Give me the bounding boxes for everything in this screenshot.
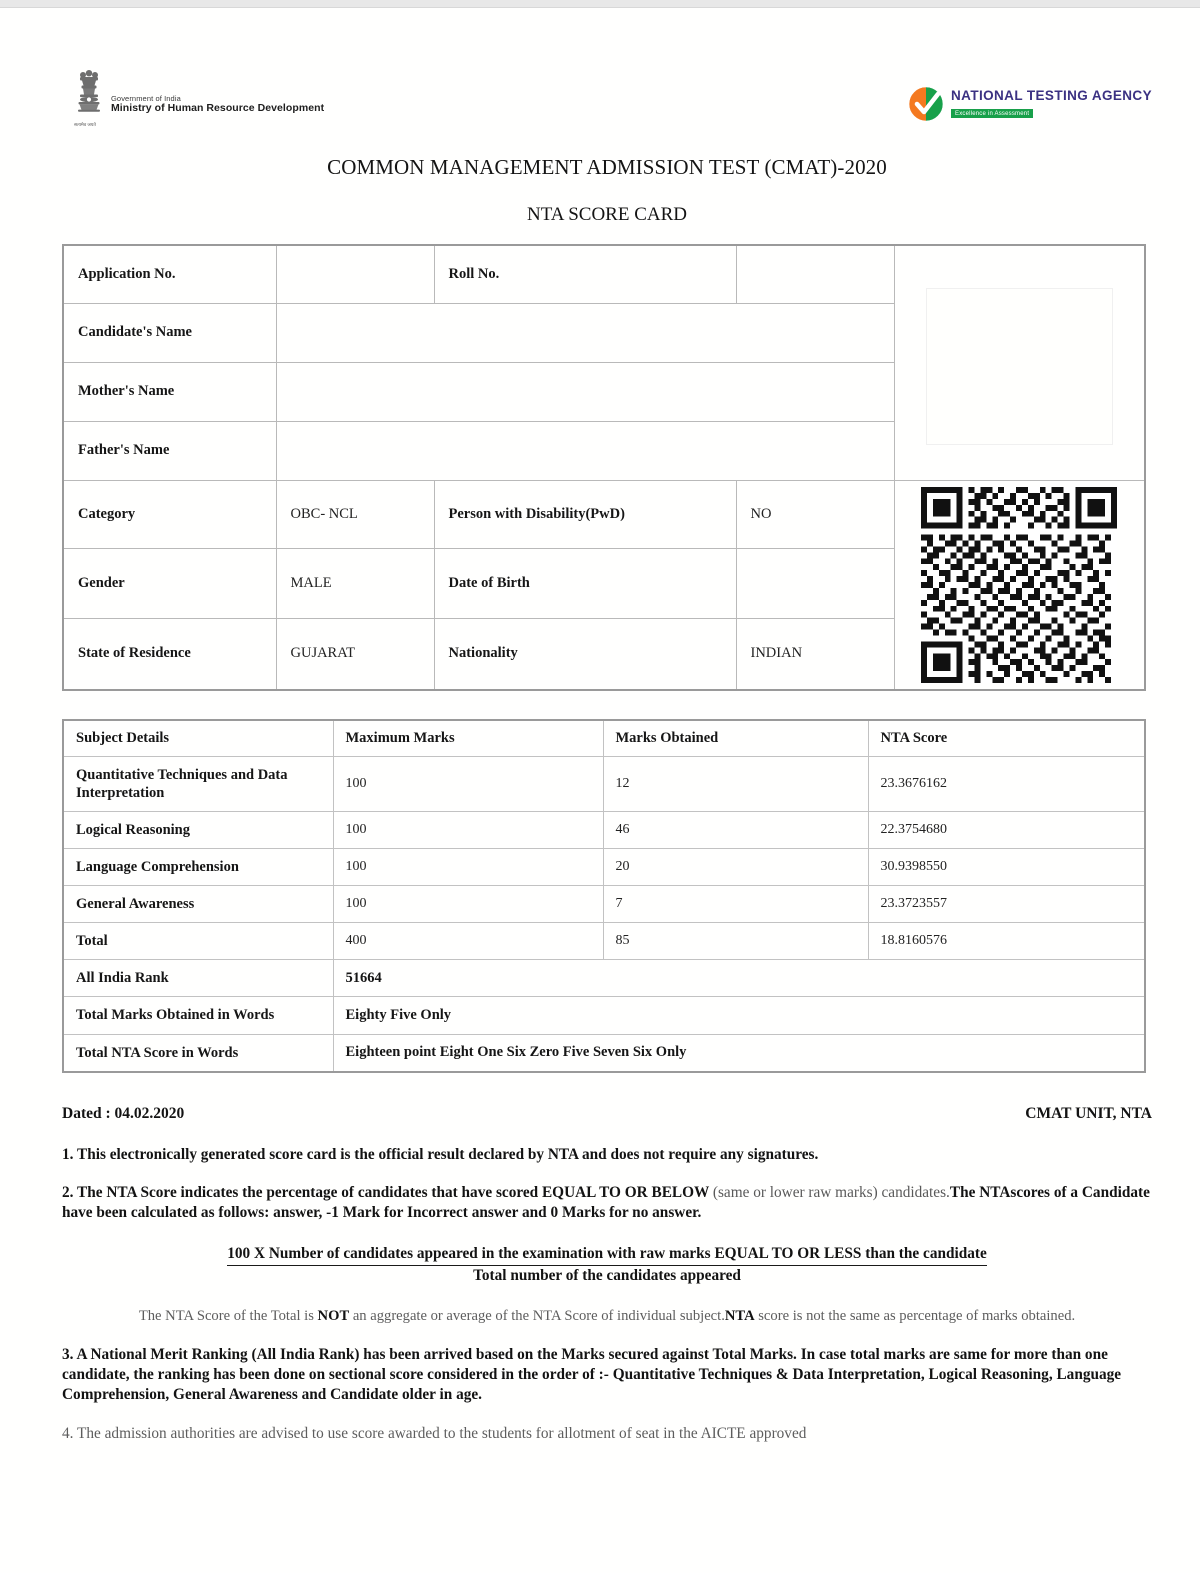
table-row bbox=[63, 480, 1145, 548]
mother-name-label: Mother's Name bbox=[63, 362, 276, 421]
nta-score-formula bbox=[62, 1244, 1152, 1287]
roll-no-value bbox=[736, 245, 894, 303]
header-maximum-marks: Maximum Marks bbox=[333, 720, 603, 757]
father-name-value bbox=[276, 421, 894, 480]
total-nta-score-words-label: Total NTA Score in Words bbox=[63, 1034, 333, 1072]
total-nta-score-words-value: Eighteen point Eight One Six Zero Five Seven Six Only bbox=[333, 1034, 1145, 1072]
document-header bbox=[62, 8, 1152, 127]
subject-name: Logical Reasoning bbox=[63, 811, 333, 848]
marks-obtained: 85 bbox=[603, 923, 868, 960]
nta-score: 23.3723557 bbox=[868, 886, 1145, 923]
nta-score: 30.9398550 bbox=[868, 848, 1145, 885]
page-title: COMMON MANAGEMENT ADMISSION TEST (CMAT)-2020 bbox=[327, 155, 887, 179]
marks-table-header-row bbox=[63, 720, 1145, 757]
score-card-page bbox=[0, 8, 1200, 1573]
category-label: Category bbox=[63, 480, 276, 548]
marks-table bbox=[62, 719, 1146, 1073]
note-2-part-b: (same or lower raw marks) candidates. bbox=[712, 1183, 950, 1201]
nta-logo bbox=[908, 86, 1152, 122]
gender-value: MALE bbox=[276, 548, 434, 619]
marks-obtained: 12 bbox=[603, 756, 868, 811]
table-row-all-india-rank bbox=[63, 960, 1145, 997]
nta-score: 23.3676162 bbox=[868, 756, 1145, 811]
max-marks: 400 bbox=[333, 923, 603, 960]
subject-name: Total bbox=[63, 923, 333, 960]
note-2 bbox=[62, 1183, 1152, 1224]
header-subject-details: Subject Details bbox=[63, 720, 333, 757]
header-nta-score: NTA Score bbox=[868, 720, 1145, 757]
total-note-part-a: The NTA Score of the Total is bbox=[138, 1307, 318, 1324]
table-row-total bbox=[63, 923, 1145, 960]
marks-obtained: 7 bbox=[603, 886, 868, 923]
page-subtitle: NTA SCORE CARD bbox=[526, 204, 687, 225]
total-note-nta: NTA bbox=[724, 1307, 755, 1324]
state-value: GUJARAT bbox=[276, 619, 434, 690]
marks-obtained: 46 bbox=[603, 811, 868, 848]
application-no-label: Application No. bbox=[63, 245, 276, 303]
marks-obtained: 20 bbox=[603, 848, 868, 885]
pwd-value: NO bbox=[736, 480, 894, 548]
nationality-label: Nationality bbox=[434, 619, 736, 690]
nta-score: 18.8160576 bbox=[868, 923, 1145, 960]
father-name-label: Father's Name bbox=[63, 421, 276, 480]
state-label: State of Residence bbox=[63, 619, 276, 690]
gender-label: Gender bbox=[63, 548, 276, 619]
subject-name: Language Comprehension bbox=[63, 848, 333, 885]
note-3: 3. A National Merit Ranking (All India Rank) has been arrived based on the Marks secured against Total Marks. In case total marks are same for more than one candidate, the ranking has been done on sectional score considered in the order of :- Quantitative Techniques & Data Interpretation, Logical Reasoning, Language Comprehension, General Awareness and Candidate older in age. bbox=[62, 1345, 1122, 1404]
max-marks: 100 bbox=[333, 756, 603, 811]
qr-code-cell bbox=[894, 480, 1145, 690]
table-row bbox=[63, 756, 1145, 811]
mother-name-value bbox=[276, 362, 894, 421]
nta-logo-title: NATIONAL TESTING AGENCY bbox=[951, 88, 1152, 104]
candidate-photo-cell bbox=[894, 245, 1145, 480]
max-marks: 100 bbox=[333, 848, 603, 885]
pwd-label: Person with Disability(PwD) bbox=[434, 480, 736, 548]
table-row bbox=[63, 811, 1145, 848]
total-note-part-e: score is not the same as percentage of marks obtained. bbox=[754, 1307, 1076, 1324]
formula-numerator: 100 X Number of candidates appeared in the examination with raw marks EQUAL TO OR LESS than the candidate bbox=[227, 1244, 987, 1267]
government-of-india-logo bbox=[72, 70, 325, 127]
india-state-emblem-icon bbox=[72, 70, 106, 127]
issuing-unit: CMAT UNIT, NTA bbox=[1025, 1104, 1152, 1122]
total-note-not: NOT bbox=[317, 1307, 350, 1324]
total-marks-words-value: Eighty Five Only bbox=[333, 997, 1145, 1034]
gov-logo-line1: Government of India bbox=[111, 94, 181, 104]
table-row bbox=[63, 886, 1145, 923]
gov-logo-line2: Ministry of Human Resource Development bbox=[111, 101, 325, 114]
nta-total-note bbox=[62, 1307, 1152, 1327]
nta-logo-tagline: Excellence in Assessment bbox=[951, 109, 1033, 118]
qr-code-icon bbox=[921, 487, 1117, 683]
subject-name: General Awareness bbox=[63, 886, 333, 923]
header-marks-obtained: Marks Obtained bbox=[603, 720, 868, 757]
candidate-photo-placeholder bbox=[926, 288, 1113, 445]
total-marks-words-label: Total Marks Obtained in Words bbox=[63, 997, 333, 1034]
table-row-marks-in-words bbox=[63, 997, 1145, 1034]
note-1: 1. This electronically generated score card is the official result declared by NTA and does not require any signatures. bbox=[62, 1145, 819, 1163]
total-note-part-c: an aggregate or average of the NTA Score of individual subject. bbox=[349, 1307, 725, 1324]
candidate-details-table bbox=[62, 244, 1146, 691]
roll-no-label: Roll No. bbox=[434, 245, 736, 303]
nta-checkmark-logo-icon bbox=[908, 86, 944, 122]
note-2-part-a: 2. The NTA Score indicates the percentage of candidates that have scored EQUAL TO OR BELOW bbox=[62, 1183, 713, 1201]
table-row bbox=[63, 848, 1145, 885]
subject-name: Quantitative Techniques and Data Interpretation bbox=[63, 756, 333, 811]
dob-value bbox=[736, 548, 894, 619]
nta-score: 22.3754680 bbox=[868, 811, 1145, 848]
category-value: OBC- NCL bbox=[276, 480, 434, 548]
note-4: 4. The admission authorities are advised to use score awarded to the students for allotment of seat in the AICTE approved bbox=[62, 1424, 807, 1442]
all-india-rank-label: All India Rank bbox=[63, 960, 333, 997]
all-india-rank-value: 51664 bbox=[333, 960, 1145, 997]
candidate-name-value bbox=[276, 303, 894, 362]
browser-top-band bbox=[0, 0, 1200, 8]
table-row-score-in-words bbox=[63, 1034, 1145, 1072]
candidate-name-label: Candidate's Name bbox=[63, 303, 276, 362]
emblem-motto: सत्यमेव जयते bbox=[74, 122, 96, 127]
nationality-value: INDIAN bbox=[736, 619, 894, 690]
dob-label: Date of Birth bbox=[434, 548, 736, 619]
note-2-part-c: The NTAscores of a Candidate have been calculated as follows: answer, -1 Mark for Incorrect answer and 0 Marks for no answer. bbox=[62, 1183, 1150, 1222]
application-no-value bbox=[276, 245, 434, 303]
dated-row bbox=[62, 1105, 1152, 1127]
formula-denominator: Total number of the candidates appeared bbox=[473, 1267, 741, 1285]
max-marks: 100 bbox=[333, 886, 603, 923]
dated-text: Dated : 04.02.2020 bbox=[62, 1104, 185, 1122]
table-row bbox=[63, 245, 1145, 303]
max-marks: 100 bbox=[333, 811, 603, 848]
